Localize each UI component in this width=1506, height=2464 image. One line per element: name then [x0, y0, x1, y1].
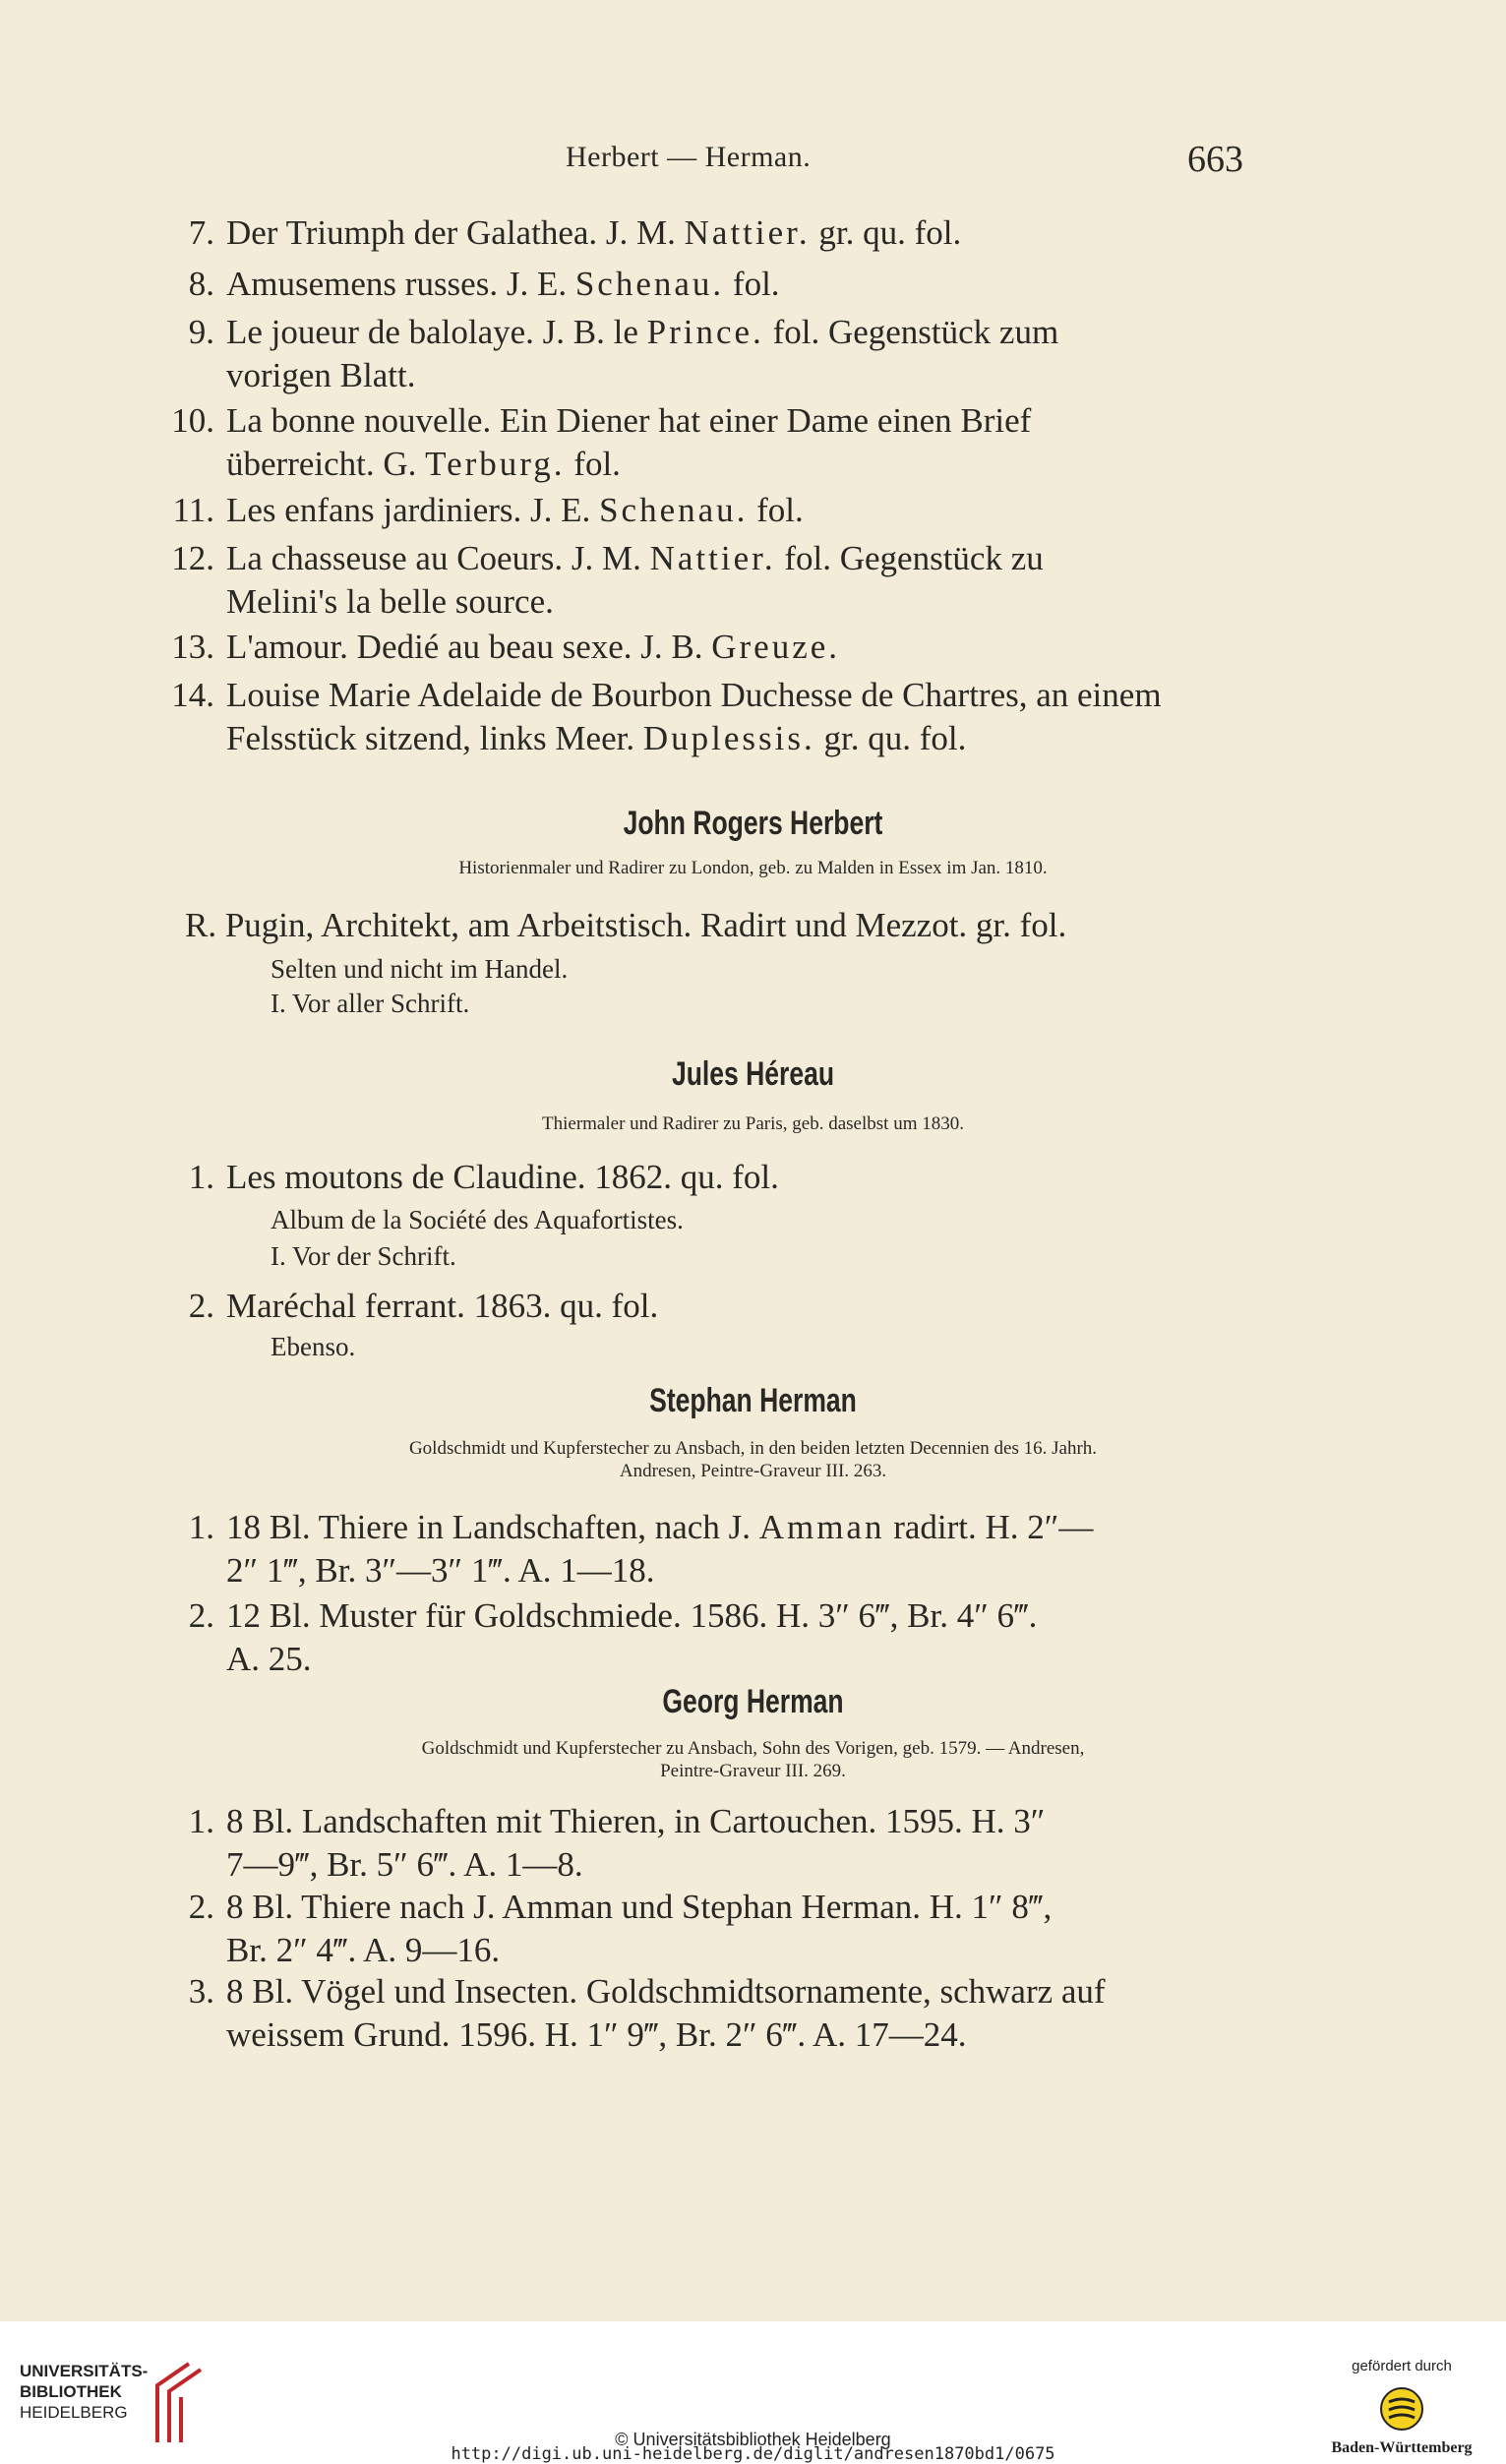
running-header: Herbert — Herman.: [566, 141, 812, 173]
section-title: John Rogers Herbert: [623, 805, 883, 842]
funder-name: Baden-Württemberg: [1331, 2439, 1473, 2456]
note: Album de la Société des Aquafortistes.: [271, 1205, 684, 1234]
section-title: Georg Herman: [662, 1683, 844, 1720]
funder-block: [1308, 2358, 1495, 2457]
list-item: 2. Maréchal ferrant. 1863. qu. fol.: [188, 1287, 659, 1325]
section-subtitle: Goldschmidt und Kupferstecher zu Ansbach, Sohn des Vorigen, geb. 1579. — Andresen, Peintre-Graveur III. 269.: [421, 1738, 1085, 1781]
library-logo-text: UNIVERSITÄTS- BIBLIOTHEK HEIDELBERG: [20, 2362, 149, 2422]
list-item: 3. 8 Bl. Vögel und Insecten. Goldschmidtsornamente, schwarz auf weissem Grund. 1596. H. 1″ 9‴, Br. 2″ 6‴. A. 17—24.: [188, 1972, 1106, 2054]
section-subtitle: Historienmaler und Radirer zu London, geb. zu Malden in Essex im Jan. 1810.: [458, 858, 1048, 878]
note: I. Vor aller Schrift.: [271, 989, 470, 1018]
list-item: 12. La chasseuse au Coeurs. J. M. Nattier. fol. Gegenstück zu Melini's la belle source.: [171, 539, 1044, 621]
list-item: 1. 8 Bl. Landschaften mit Thieren, in Cartouchen. 1595. H. 3″ 7—9‴, Br. 5″ 6‴. A. 1—8.: [188, 1802, 1046, 1884]
list-item: 14. Louise Marie Adelaide de Bourbon Duchesse de Chartres, an einem Felsstück sitzend, links Meer. Duplessis. gr. qu. fol.: [171, 676, 1162, 757]
note: Ebenso.: [271, 1332, 356, 1361]
note: Selten und nicht im Handel.: [271, 954, 569, 984]
list-item: 9. Le joueur de balolaye. J. B. le Prince. fol. Gegenstück zum vorigen Blatt.: [188, 313, 1059, 394]
page-number: 663: [1187, 139, 1243, 180]
list-item: 1. 18 Bl. Thiere in Landschaften, nach J. Amman radirt. H. 2″— 2″ 1‴, Br. 3″—3″ 1‴. A. 1—18.: [188, 1508, 1094, 1590]
copyright-text: © Universitätsbibliothek Heidelberg: [615, 2430, 891, 2449]
list-item: 8. Amusemens russes. J. E. Schenau. fol.: [188, 265, 780, 303]
note: I. Vor der Schrift.: [271, 1241, 456, 1271]
list-item: R. Pugin, Architekt, am Arbeitstisch. Radirt und Mezzot. gr. fol.: [185, 906, 1067, 944]
section-title: Jules Héreau: [671, 1055, 835, 1093]
list-item: 1. Les moutons de Claudine. 1862. qu. fol.: [188, 1158, 779, 1196]
section-title: Stephan Herman: [649, 1382, 857, 1419]
list-item: 7. Der Triumph der Galathea. J. M. Nattier. gr. qu. fol.: [188, 213, 962, 252]
list-item: 2. 12 Bl. Muster für Goldschmiede. 1586. H. 3″ 6‴, Br. 4″ 6‴. A. 25.: [188, 1596, 1038, 1678]
section-subtitle: Goldschmidt und Kupferstecher zu Ansbach, in den beiden letzten Decennien des 16. Jahrh. Andresen, Peintre-Graveur III. 263.: [408, 1438, 1098, 1481]
list-item: 11. Les enfans jardiniers. J. E. Schenau. fol.: [172, 491, 804, 529]
source-url[interactable]: http://digi.ub.uni-heidelberg.de/diglit/andresen1870bd1/0675: [451, 2444, 1055, 2464]
section-subtitle: Thiermaler und Radirer zu Paris, geb. daselbst um 1830.: [542, 1113, 964, 1134]
funded-by-label: gefördert durch: [1352, 2358, 1452, 2374]
coat-of-arms-icon: [1379, 2386, 1424, 2432]
list-item: 2. 8 Bl. Thiere nach J. Amman und Stephan Herman. H. 1″ 8‴, Br. 2″ 4‴. A. 9—16.: [188, 1888, 1053, 1969]
list-item: 13. L'amour. Dedié au beau sexe. J. B. Greuze.: [171, 628, 841, 666]
list-item: 10. La bonne nouvelle. Ein Diener hat einer Dame einen Brief überreicht. G. Terburg. fol.: [171, 401, 1032, 483]
